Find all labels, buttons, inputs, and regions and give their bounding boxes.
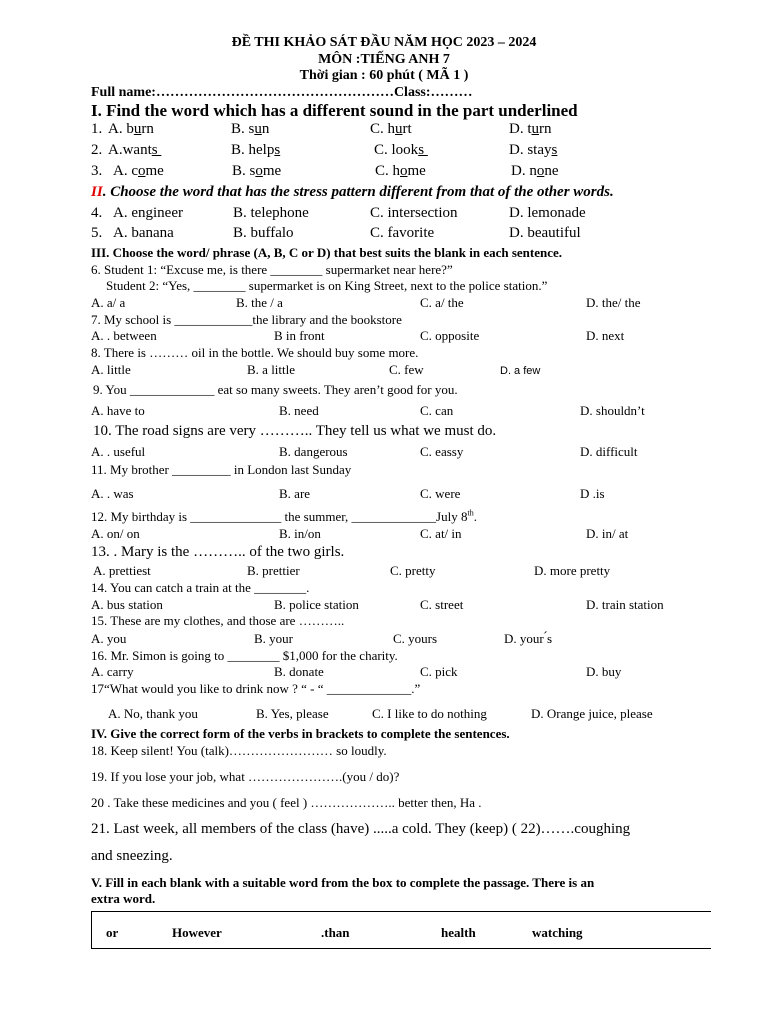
q6-option-c: C. a/ the [420,295,464,310]
q5-option-d: D. beautiful [509,225,581,241]
q5-option-a: A. banana [113,225,174,241]
word-box-item: .than [321,925,350,940]
part5-heading-line1: V. Fill in each blank with a suitable word from the box to complete the passage. There is an [91,875,595,890]
q15-option-d: D. your ́s [504,631,553,646]
word-box [91,911,711,949]
fullname-class-line: Full name:……………………………………………Class:……… [91,85,473,100]
q14-option-d: D. train station [586,597,664,612]
q4-option-a: A. engineer [113,205,183,221]
q7-option-c: C. opposite [420,328,480,343]
q10-text: 10. The road signs are very ……….. They tell us what we must do. [93,423,497,439]
q8-option-c: C. few [389,362,424,377]
q14-option-a: A. bus station [91,597,163,612]
q11-option-c: C. were [420,486,461,501]
q12-option-d: D. in/ at [586,526,629,541]
q7-text: 7. My school is ____________the library and the bookstore [91,312,402,327]
q2-option-b: B. helps [231,142,281,158]
part5-heading-line2: extra word. [91,891,156,906]
q7-option-b: B in front [274,328,325,343]
q2-option-d: D. stays [509,142,558,158]
q1-option-a: A. burn [108,121,154,137]
q15-option-c: C. yours [393,631,438,646]
q16-option-c: C. pick [420,664,458,679]
q4-option-c: C. intersection [370,205,458,221]
exam-time: Thời gian : 60 phút ( MÃ 1 ) [299,68,469,83]
q18-text: 18. Keep silent! You (talk)…………………… so loudly. [91,743,387,758]
q15-option-a: A. you [91,631,127,646]
q2-number: 2. [91,142,103,158]
q6-line2: Student 2: “Yes, ________ supermarket is on King Street, next to the police station.” [106,278,548,293]
q10-option-a: A. . useful [91,444,146,459]
q19-text: 19. If you lose your job, what ………………….(you / do)? [91,769,400,784]
q16-option-d: D. buy [586,664,622,679]
q11-option-d: D .is [580,486,605,501]
q8-option-b: B. a little [247,362,296,377]
word-box-item: or [106,925,119,940]
q6-option-d: D. the/ the [586,295,641,310]
q8-text: 8. There is ……… oil in the bottle. We should buy some more. [91,345,419,360]
q20-text: 20 . Take these medicines and you ( feel ) ……………….. better then, Ha . [91,795,482,810]
q16-text: 16. Mr. Simon is going to ________ $1,000 for the charity. [91,648,398,663]
q9-option-a: A. have to [91,403,145,418]
q13-option-d: D. more pretty [534,563,611,578]
q5-number: 5. [91,225,103,241]
part4-heading: IV. Give the correct form of the verbs in brackets to complete the sentences. [91,726,510,741]
part2-heading: II. Choose the word that has the stress pattern different from that of the other words. [91,184,614,200]
q15-text: 15. These are my clothes, and those are ……….. [91,613,345,628]
q12-option-c: C. at/ in [420,526,462,541]
q14-option-b: B. police station [274,597,359,612]
q2-option-a: A.wants [108,142,162,158]
q5-option-b: B. buffalo [233,225,294,241]
q5-option-c: C. favorite [370,225,435,241]
q1-option-d: D. turn [509,121,552,137]
q9-option-d: D. shouldn’t [580,403,645,418]
q10-option-c: C. eassy [420,444,464,459]
q1-option-c: C. hurt [370,121,412,137]
part3-heading: III. Choose the word/ phrase (A, B, C or D) that best suits the blank in each sentence. [91,245,563,260]
q8-option-a: A. little [91,362,131,377]
q3-option-d: D. none [511,163,559,179]
q3-option-a: A. come [113,163,164,179]
q14-option-c: C. street [420,597,464,612]
part1-heading: I. Find the word which has a different sound in the part underlined [91,101,578,120]
q17-option-d: D. Orange juice, please [531,706,653,721]
q6-option-b: B. the / a [236,295,283,310]
exam-title: ĐỀ THI KHẢO SÁT ĐẦU NĂM HỌC 2023 – 2024 [231,35,537,50]
q16-option-b: B. donate [274,664,324,679]
q4-option-d: D. lemonade [509,205,586,221]
q10-option-b: B. dangerous [279,444,348,459]
q7-option-a: A. . between [91,328,157,343]
q9-text: 9. You _____________ eat so many sweets. They aren’t good for you. [93,382,458,397]
word-box-item: watching [532,925,583,940]
q17-option-c: C. I like to do nothing [372,706,487,721]
q16-option-a: A. carry [91,664,134,679]
q7-option-d: D. next [586,328,625,343]
q14-text: 14. You can catch a train at the ________. [91,580,310,595]
q13-option-c: C. pretty [390,563,436,578]
q11-option-b: B. are [279,486,311,501]
q17-option-a: A. No, thank you [108,706,198,721]
q4-option-b: B. telephone [233,205,309,221]
q1-number: 1. [91,121,103,137]
q6-option-a: A. a/ a [91,295,126,310]
q2-option-c: C. looks [374,142,428,158]
q13-text: 13. . Mary is the ……….. of the two girls. [91,544,345,560]
word-box-item: health [441,925,476,940]
q4-number: 4. [91,205,103,221]
q21-line2: and sneezing. [91,848,173,864]
q3-number: 3. [91,163,103,179]
q12-text: 12. My birthday is ______________ the summer, _____________July 8th. [91,508,477,524]
q21-line1: 21. Last week, all members of the class (have) .....a cold. They (keep) ( 22)…….coughing [91,821,631,837]
q12-option-b: B. in/on [279,526,321,541]
q12-option-a: A. on/ on [91,526,140,541]
q13-option-a: A. prettiest [93,563,151,578]
q17-option-b: B. Yes, please [256,706,329,721]
q8-option-d: D. a few [500,365,541,377]
q6-line1: 6. Student 1: “Excuse me, is there ________ supermarket near here?” [91,262,453,277]
q10-option-d: D. difficult [580,444,638,459]
exam-subject: MÔN :TIẾNG ANH 7 [318,52,450,67]
q1-option-b: B. sun [231,121,270,137]
q9-option-b: B. need [279,403,319,418]
word-box-item: However [172,925,222,940]
q11-text: 11. My brother _________ in London last Sunday [91,462,352,477]
q11-option-a: A. . was [91,486,134,501]
q3-option-c: C. home [375,163,426,179]
q13-option-b: B. prettier [247,563,300,578]
q9-option-c: C. can [420,403,454,418]
q17-text: 17“What would you like to drink now ? “ - “ _____________.” [91,681,421,696]
q15-option-b: B. your [254,631,293,646]
q3-option-b: B. some [232,163,282,179]
